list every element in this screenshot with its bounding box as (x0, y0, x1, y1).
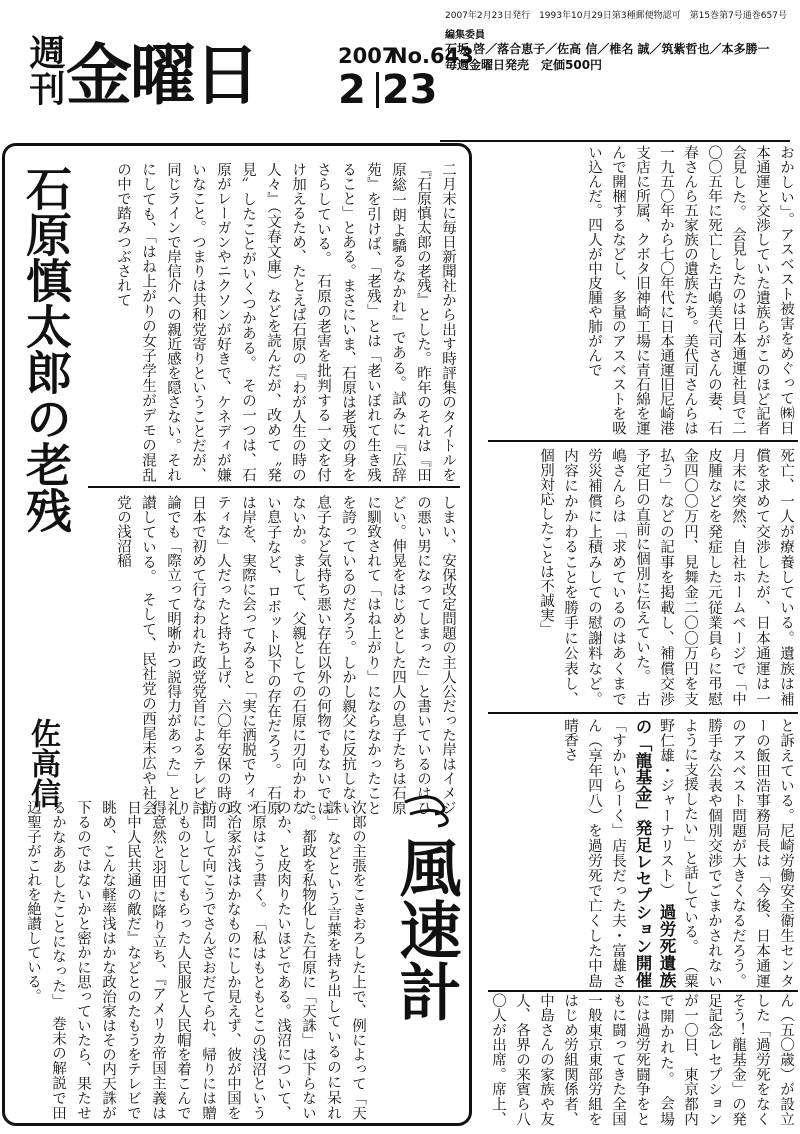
masthead-rule (440, 140, 790, 142)
divider (88, 486, 460, 488)
issue-date (338, 68, 438, 112)
issue-year: 2007 (338, 44, 397, 68)
divider (488, 440, 798, 442)
article-body-3: 次郎の主張をこきおろした上で、例によって「天誅」などという言葉を持ち出しているのに呆れた。都政を私物化した石原に「天誅」は下らないのか、と皮肉りたいほどである。浅沼について、石原はこう書く。 「私はもともとこの浅沼という政治家が浅はかなものにしか見えず、彼が中国を訪問して向こうでさんざおだてられ、帰りには贈りものとしてもらった人民服と人民帽を着こんで得意然と羽田に降り立ち、『アメリカ帝国主義は日中人民共通の敵だ』などとのたもうをテレビで眺め、こんな軽率浅はかな政治家はその内天誅が下るのではないかと密かに思っていたら、果たせるかなああしたことになった」 巻末の解説で田辺聖子がこれを絶讃している。 (25, 800, 366, 1120)
right-body-4 (488, 993, 798, 1126)
issue-date-separator (376, 72, 379, 108)
divider (488, 990, 798, 992)
right-body-1: おかしい」。アスベスト被害をめぐって㈱日本通運と交渉していた遺族らがこのほど記者会見した。 会見したのは日本通運社員で二〇〇五年に死亡した古嶋美代司さんの妻、石春さんら五家族の遺族たち。美代司さんらは一九五〇年から七〇年代に日本通運旧尼崎港支店に所属、クボタ旧神崎工場に青石綿を運んで開梱するなどし、多量のアスベストを吸い込んだ。四人が中皮腫や肺がんで (586, 145, 794, 435)
column-title: 風速計 (389, 836, 462, 1022)
right-body-3b: 「すかいらーく」店長だった夫・富雄さん（享年四八）を過労死で亡くした中島晴香さ (562, 718, 626, 988)
editors-label: 編集委員 (445, 30, 485, 41)
column-heading (388, 792, 470, 1132)
article-title: 石原慎太郎の老残 (19, 165, 73, 533)
article-body-2: しまい、安保改定問題の主人公だった岸はイメジの悪い男になってしまった」と書いているのはひどい。伸晃をはじめとした四人の息子たちは石原に馴致されて「はね上がり」にならなかったことを誇っているのだろう。しかし親父に反抗しない息子など気持ち悪い存在以外の何物でもないではないか。まして、父親としての石原に刃向かわない息子など、ロボット以下の存在だろう。 石原は岸を、実際に会ってみると「実に洒脱でウィッティな」人だったと持ち上げ、六〇年安保の時の日本で初めて行なわれた政党党首によるテレビ討論でも「際立って明晰かつ説得力があった」と礼讃している。 そして、民社党の西尾末広や社会党の浅沼稲 (115, 495, 456, 815)
weekly-price: 毎週金曜日発売 定価500円 (445, 58, 603, 72)
article-author: 佐高信 (25, 718, 60, 808)
wind-swirl-icon (400, 792, 460, 832)
credit-1: （粟野仁雄・ジャーナリスト） (658, 718, 698, 988)
sub-article-title: 過労死遺族の「龍基金」発足レセプション開催 (633, 718, 676, 988)
logo-shukan: 週刊 (24, 34, 65, 106)
right-body-2: 死亡、一人が療養している。遺族は補償を求めて交渉したが、日本通運は一月末に突然、自社ホームページで「中皮腫などを発症した元従業員らに弔慰金四〇〇万円、見舞金二〇〇万円を支払う」などの記事を掲載し、補償交渉予定日の直前に個別に伝えていた。 古嶋さんらは「求めているのはあくまで労災補償に上積みしての慰謝料など。内容にかかわることを勝手に公表し、個別対応したことは不誠実」 (538, 448, 794, 706)
publication-line: 2007年2月23日発行 1993年10月29日第3種郵便物認可 第15巻第7号通巻657号 (445, 11, 787, 21)
issue-month: 2 (338, 67, 366, 113)
issue-day: 23 (381, 67, 438, 113)
right-body-3a: と訴えている。尼崎労働安全衛生センターの飯田浩事務局長は「今後、日本通運のアスベスト問題が大きくなるだろう。勝手な公表や個別交渉でごまかされないように支援したい」と話している。 (682, 718, 794, 988)
divider (488, 712, 798, 714)
editors-list: 石坂 啓／落合恵子／佐高 信／椎名 誠／筑紫哲也／本多勝一 (445, 42, 770, 56)
article-body-1: 二月末に毎日新聞社から出す時評集のタイトルを『石原慎太郎の老残』とした。昨年のそれは『田原総一朗よ驕るなかれ』である。試みに『広辞苑』を引けば、「老残」とは「老いぼれて生き残ること」とある。まさにいま、石原は老残の身をさらしている。 石原の老害を批判する一文を付け加えるため、たとえば石原の『わが人生の時の人々』（文春文庫）などを読んだが、改めて〝発見〟したことがいくつかある。 その一つは、石原がレーガンやニクソンが好きで、ケネディが嫌いなこと。つまりは共和党寄りということだが、同じラインで岸信介への親近感を隠さない。それにしても、「はね上がりの女子学生がデモの混乱の中で踏みつぶされて (115, 162, 456, 482)
right-body-4a: ん（五〇歳）が設立した「過労死をなくそう！龍基金」の発足記念レセプションが一〇日、東京都内で開かれた。 会場には過労死闘争をともに闘ってきた全国一般東京東部労組をはじめ労組関係者、中島さんの家族や友人、各界の来賓ら八〇人が出席。席上、 (490, 993, 794, 1126)
right-body-3 (488, 718, 798, 988)
logo-kinyobi: 金曜日 (66, 37, 258, 114)
issue-number: No.643 (390, 44, 474, 68)
